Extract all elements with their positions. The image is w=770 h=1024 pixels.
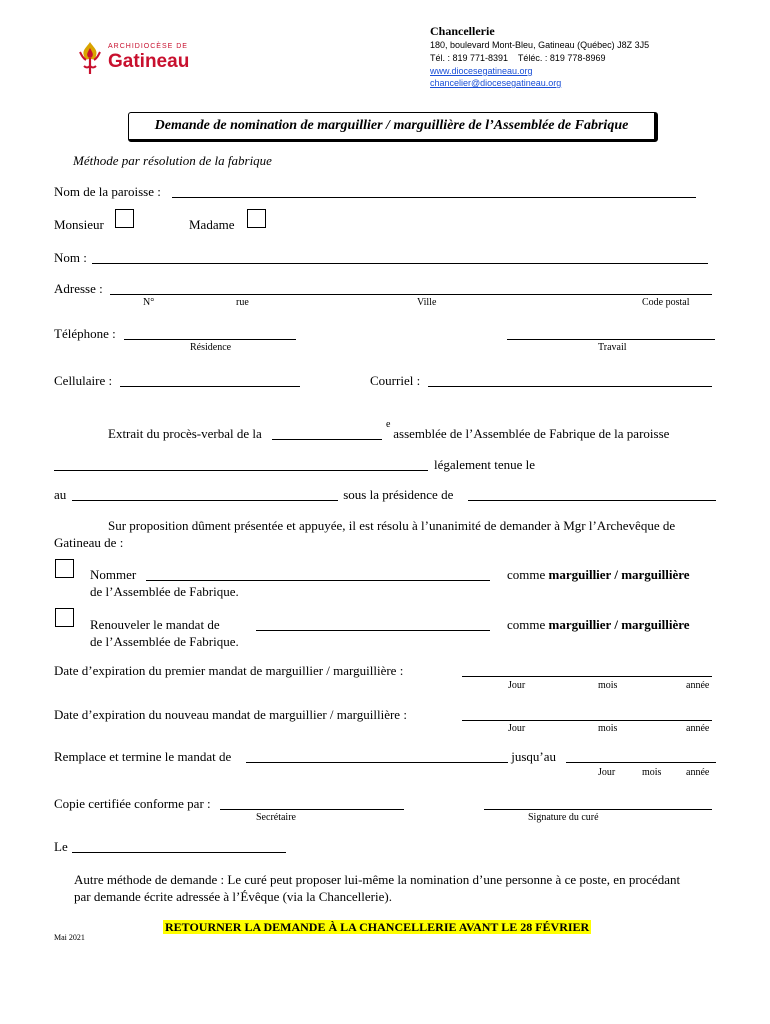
- secretaire-caption: Secrétaire: [256, 812, 296, 823]
- jusquau-label: jusqu’au: [508, 749, 560, 764]
- nommer-field[interactable]: [146, 580, 490, 581]
- parish-field[interactable]: [172, 197, 696, 198]
- extrait-text-b: assemblée de l’Assemblée de Fabrique de la paroisse: [390, 426, 670, 441]
- madame-checkbox[interactable]: [247, 209, 266, 228]
- meeting-date-field[interactable]: [72, 500, 338, 501]
- remplace-label: Remplace et termine le mandat de: [54, 749, 235, 764]
- nommer-checkbox[interactable]: [55, 559, 74, 578]
- madame-label: Madame: [189, 217, 235, 232]
- adresse-label: Adresse :: [54, 281, 103, 296]
- exp-nouveau-field[interactable]: [462, 720, 712, 721]
- cellulaire-label: Cellulaire :: [54, 373, 113, 388]
- logo-top-text: ARCHIDIOCÈSE DE: [108, 43, 188, 50]
- exp-premier-field[interactable]: [462, 676, 712, 677]
- renouveler-label: Renouveler le mandat de: [90, 617, 223, 632]
- proposition-line-1: Sur proposition dûment présentée et appuyée, il est résolu à l’unanimité de demander à Mgr l’Archevêque de: [108, 518, 676, 533]
- monsieur-checkbox[interactable]: [115, 209, 134, 228]
- remplace-jour: Jour: [598, 767, 616, 778]
- page-title: Demande de nomination de marguillier / marguillière de l’Assemblée de Fabrique: [154, 118, 629, 133]
- remplace-field[interactable]: [246, 762, 508, 763]
- org-name: Chancellerie: [430, 24, 495, 38]
- nom-label: Nom :: [54, 250, 87, 265]
- exp-nouveau-jour: Jour: [508, 723, 526, 734]
- courriel-field[interactable]: [428, 386, 712, 387]
- telephone-label: Téléphone :: [54, 326, 116, 341]
- logo-flame-icon: [76, 38, 104, 76]
- extrait-superscript: e: [386, 419, 391, 430]
- return-notice: [163, 918, 591, 936]
- telephone-travail-field[interactable]: [507, 339, 715, 340]
- nommer-comme: [507, 567, 690, 583]
- au-label: au: [54, 487, 70, 502]
- comme-text: comme: [507, 567, 549, 582]
- exp-nouveau-label: Date d’expiration du nouveau mandat de marguillier / marguillière :: [54, 707, 407, 722]
- org-phone: Tél. : 819 771-8391 Téléc. : 819 778-8969: [430, 53, 606, 63]
- parish-name-field[interactable]: [54, 470, 428, 471]
- monsieur-label: Monsieur: [54, 217, 104, 232]
- addr-cp-caption: Code postal: [642, 297, 690, 308]
- exp-nouveau-annee: année: [686, 723, 710, 734]
- extrait-text-a: Extrait du procès-verbal de la: [108, 426, 266, 441]
- comme-text: comme: [507, 617, 549, 632]
- remplace-annee: année: [686, 767, 710, 778]
- cellulaire-field[interactable]: [120, 386, 300, 387]
- proposition-line-2: Gatineau de :: [54, 535, 124, 550]
- addr-ville-caption: Ville: [417, 297, 437, 308]
- le-date-field[interactable]: [72, 852, 286, 853]
- remplace-mois: mois: [642, 767, 662, 778]
- assembly-number-field[interactable]: [272, 439, 382, 440]
- renouveler-checkbox[interactable]: [55, 608, 74, 627]
- le-label: Le: [54, 839, 71, 854]
- exp-nouveau-mois: mois: [598, 723, 618, 734]
- return-notice-text: RETOURNER LA DEMANDE À LA CHANCELLERIE AVANT LE 28 FÉVRIER: [165, 920, 590, 934]
- exp-premier-mois: mois: [598, 680, 618, 691]
- logo: [76, 38, 206, 78]
- presidence-label: sous la présidence de: [340, 487, 457, 502]
- website-link[interactable]: www.diocesegatineau.org: [430, 66, 533, 76]
- revision-date: Mai 2021: [54, 933, 85, 942]
- signature-field[interactable]: [484, 809, 712, 810]
- exp-premier-jour: Jour: [508, 680, 526, 691]
- nommer-assemblee: de l’Assemblée de Fabrique.: [90, 584, 239, 599]
- exp-premier-label: Date d’expiration du premier mandat de marguillier / marguillière :: [54, 663, 404, 678]
- role-text: marguillier / marguillière: [548, 617, 690, 632]
- telephone-residence-field[interactable]: [124, 339, 296, 340]
- autre-line-2: par demande écrite adressée à l’Évêque (via la Chancellerie).: [74, 889, 392, 904]
- title-banner: [128, 112, 658, 142]
- renouveler-comme: [507, 617, 690, 633]
- nom-field[interactable]: [92, 263, 708, 264]
- exp-premier-annee: année: [686, 680, 710, 691]
- travail-caption: Travail: [598, 342, 627, 353]
- renouveler-assemblee: de l’Assemblée de Fabrique.: [90, 634, 239, 649]
- copie-label: Copie certifiée conforme par :: [54, 796, 214, 811]
- signature-caption: Signature du curé: [528, 812, 599, 823]
- nommer-label: Nommer: [90, 567, 140, 582]
- role-text: marguillier / marguillière: [548, 567, 690, 582]
- addr-rue-caption: rue: [236, 297, 249, 308]
- president-field[interactable]: [468, 500, 716, 501]
- org-address: 180, boulevard Mont-Bleu, Gatineau (Québec) J8Z 3J5: [430, 40, 650, 50]
- residence-caption: Résidence: [190, 342, 232, 353]
- addr-no-caption: N°: [143, 297, 155, 308]
- legal-text: légalement tenue le: [434, 457, 536, 472]
- method-subtitle: Méthode par résolution de la fabrique: [73, 153, 272, 168]
- secretaire-field[interactable]: [220, 809, 404, 810]
- renouveler-field[interactable]: [256, 630, 490, 631]
- email-link[interactable]: chancelier@diocesegatineau.org: [430, 78, 562, 88]
- adresse-field[interactable]: [110, 294, 712, 295]
- logo-main-text: Gatineau: [108, 51, 190, 72]
- parish-label: Nom de la paroisse :: [54, 184, 161, 199]
- courriel-label: Courriel :: [370, 373, 421, 388]
- autre-line-1: Autre méthode de demande : Le curé peut proposer lui-même la nomination d’une personne à ce poste, en procédant: [74, 872, 681, 887]
- jusquau-field[interactable]: [566, 762, 716, 763]
